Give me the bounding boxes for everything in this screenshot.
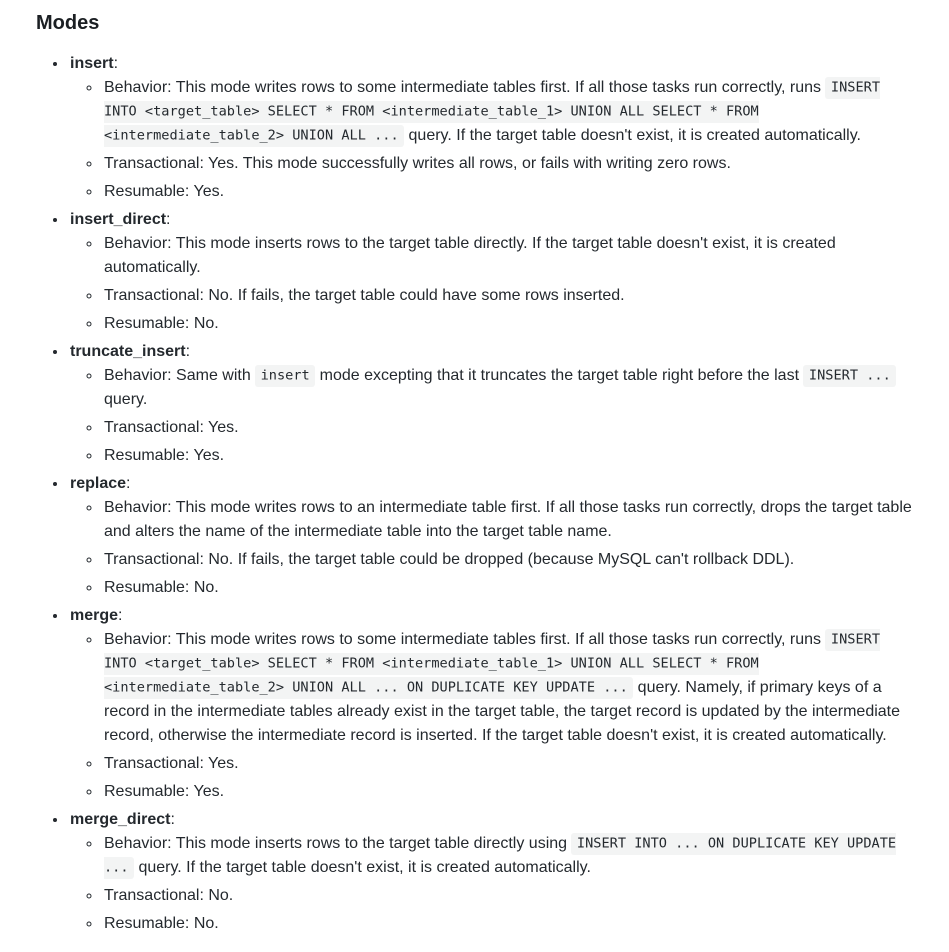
inline-code: INSERT INTO ... ON DUPLICATE KEY UPDATE ... [104,833,896,878]
mode-colon: : [166,211,171,228]
mode-detail-item: ◦ Resumable: No. [102,312,919,336]
mode-detail-item: ◦ Transactional: Yes. [102,416,919,440]
mode-detail-item: ◦ Resumable: No. [102,576,919,600]
mode-detail-item: ◦ Transactional: Yes. [102,752,919,776]
mode-detail-item: ◦ Transactional: No. [102,884,919,908]
mode-item [68,472,919,600]
mode-colon: : [118,607,123,624]
mode-detail-item: ◦ Behavior: This mode writes rows to some intermediate tables first. If all those tasks run correctly, runs INSERT INTO <target_table> SELECT * FROM <intermediate_table_1> UNION ALL SELECT * FROM <intermediate_table_2> UNION ALL ... query. If the target table doesn't exist, it is created automatically. [102,76,919,148]
mode-item [68,808,919,936]
mode-name: insert_direct [70,211,167,228]
mode-detail-item: ◦ Transactional: Yes. This mode successfully writes all rows, or fails with writing zero rows. [102,152,919,176]
mode-item [68,52,919,204]
mode-detail-item: ◦ Resumable: Yes. [102,180,919,204]
mode-detail-list [70,628,919,804]
mode-name: truncate_insert [70,343,186,360]
mode-detail-item: ◦ Behavior: This mode inserts rows to the target table directly. If the target table doesn't exist, it is created automatically. [102,232,919,280]
mode-colon: : [113,55,119,72]
inline-code: INSERT INTO <target_table> SELECT * FROM <intermediate_table_1> UNION ALL SELECT * FROM <intermediate_table_2> UNION ALL ... ON DUPLICATE KEY UPDATE ... [104,629,880,698]
mode-name: merge [70,607,119,624]
mode-colon: : [185,343,191,360]
mode-colon: : [126,475,131,492]
mode-detail-item: ◦ Resumable: Yes. [102,444,919,468]
mode-name: merge_direct [70,811,171,828]
mode-detail-item: ◦ Resumable: Yes. [102,780,919,804]
inline-code: INSERT ... [803,365,896,386]
mode-name: replace [70,475,127,492]
mode-detail-list [70,364,919,468]
mode-detail-item: ◦ Transactional: No. If fails, the target table could be dropped (because MySQL can't rollback DDL). [102,548,919,572]
mode-detail-item: ◦ Behavior: This mode inserts rows to the target table directly using INSERT INTO ... ON DUPLICATE KEY UPDATE ... query. If the target table doesn't exist, it is created automatically. [102,832,919,880]
mode-detail-item: ◦ Behavior: This mode writes rows to an intermediate table first. If all those tasks run correctly, drops the target table and alters the name of the intermediate table into the target table name. [102,496,919,544]
inline-code: insert [255,365,315,386]
modes-list [36,52,919,936]
mode-detail-list [70,832,919,936]
mode-detail-list [70,76,919,204]
page-title: Modes [36,12,100,34]
mode-detail-list [70,496,919,600]
mode-item [68,340,919,468]
mode-item [68,208,919,336]
inline-code: INSERT INTO <target_table> SELECT * FROM <intermediate_table_1> UNION ALL SELECT * FROM <intermediate_table_2> UNION ALL ... [104,77,880,146]
mode-detail-list [70,232,919,336]
mode-detail-item: ◦ Transactional: No. If fails, the target table could have some rows inserted. [102,284,919,308]
mode-detail-item: ◦ Resumable: No. [102,912,919,936]
mode-detail-item: ◦ Behavior: This mode writes rows to some intermediate tables first. If all those tasks run correctly, runs INSERT INTO <target_table> SELECT * FROM <intermediate_table_1> UNION ALL SELECT * FROM <intermediate_table_2> UNION ALL ... ON DUPLICATE KEY UPDATE ... query. Namely, if primary keys of a record in the intermediate tables already exist in the target table, the target record is updated by the intermediate record, otherwise the intermediate record is inserted. If the target table doesn't exist, it is created automatically. [102,628,919,748]
mode-item [68,604,919,804]
mode-detail-item: ◦ Behavior: Same with insert mode excepting that it truncates the target table right before the last INSERT ... query. [102,364,919,412]
mode-colon: : [170,811,175,828]
mode-name: insert [70,55,114,72]
